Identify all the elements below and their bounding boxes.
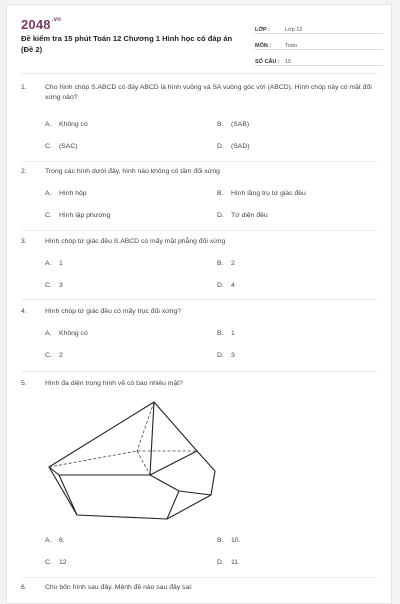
question-divider bbox=[21, 371, 377, 372]
q5-option-a[interactable]: A. 6. bbox=[45, 537, 65, 544]
q4-option-d[interactable]: D. 3 bbox=[217, 352, 235, 359]
q2-option-a[interactable]: A. Hình hộp bbox=[45, 190, 87, 197]
meta-class: LỚP : Lớp 12 bbox=[255, 18, 383, 34]
q3-option-c[interactable]: C. 3 bbox=[45, 282, 63, 289]
meta-subject: MÔN : Toán bbox=[255, 34, 383, 50]
q1-option-c[interactable]: C. (SAC) bbox=[45, 143, 78, 150]
q5-option-d[interactable]: D. 11. bbox=[217, 559, 240, 566]
document-page: $2048^{.vn}$ Đề kiểm tra 15 phút Toán 12 Chương 1 Hình học có đáp án (Đề 2) LỚP : Lớp 12 MÔN : Toán SỐ CÂU : 15 1. Cho hình chóp S.ABCD có đáy ABCD là hình vuông và SA vuông góc với (ABCD). Hình chóp này có mặt đối xứng nào? A. Không có B. (SAB) C. (SAC) D. (SAD) 2. Trong các hình dưới đây, hình nào không có tâm đối xứng A. Hình hộp B. Hình lăng trụ tứ giác đều C. Hình lập phương D. Tứ diện đều 3. Hình chóp tứ giác đều S.ABCD có mấy mặt phẳng đối xứng A. 1 B. 2 C. 3 D. 4 4. Hình chóp tứ giác đều có mấy trục đối xứng? A. Không có B. 1 C. 2 D. 3 5. Hình đa diện trong hình vẽ có bao nhiêu mặt? A. 6. B. 10. C. 12 D. 11. 6. Cho bốn hình sau đây. Mệnh đề nào sau đây sai: bbox=[6, 4, 392, 604]
q4-option-c[interactable]: C. 2 bbox=[45, 352, 63, 359]
q3-option-a[interactable]: A. 1 bbox=[45, 260, 63, 267]
q2-option-c[interactable]: C. Hình lập phương bbox=[45, 212, 111, 219]
q4-option-a[interactable]: A. Không có bbox=[45, 330, 88, 337]
q5-option-c[interactable]: C. 12 bbox=[45, 559, 67, 566]
q2-option-d[interactable]: D. Tứ diện đều bbox=[217, 212, 268, 219]
exam-meta bbox=[255, 18, 383, 66]
site-logo[interactable]: $2048^{.vn}$ bbox=[21, 17, 62, 32]
q1-option-a[interactable]: A. Không có bbox=[45, 121, 88, 128]
question-divider bbox=[21, 161, 377, 162]
q2-option-b[interactable]: B. Hình lăng trụ tứ giác đều bbox=[217, 190, 306, 197]
meta-count: SỐ CÂU : 15 bbox=[255, 50, 383, 66]
question-divider bbox=[21, 230, 377, 231]
page-title: Đề kiểm tra 15 phút Toán 12 Chương 1 Hình học có đáp án (Đề 2) bbox=[21, 34, 233, 54]
question-divider bbox=[21, 299, 377, 300]
polyhedron-figure bbox=[47, 399, 227, 527]
q1-option-d[interactable]: D. (SAD) bbox=[217, 143, 250, 150]
header-divider bbox=[21, 73, 377, 74]
q4-option-b[interactable]: B. 1 bbox=[217, 330, 235, 337]
q1-option-b[interactable]: B. (SAB) bbox=[217, 121, 250, 128]
q3-option-b[interactable]: B. 2 bbox=[217, 260, 235, 267]
q5-option-b[interactable]: B. 10. bbox=[217, 537, 241, 544]
question-divider bbox=[21, 577, 377, 578]
q3-option-d[interactable]: D. 4 bbox=[217, 282, 235, 289]
